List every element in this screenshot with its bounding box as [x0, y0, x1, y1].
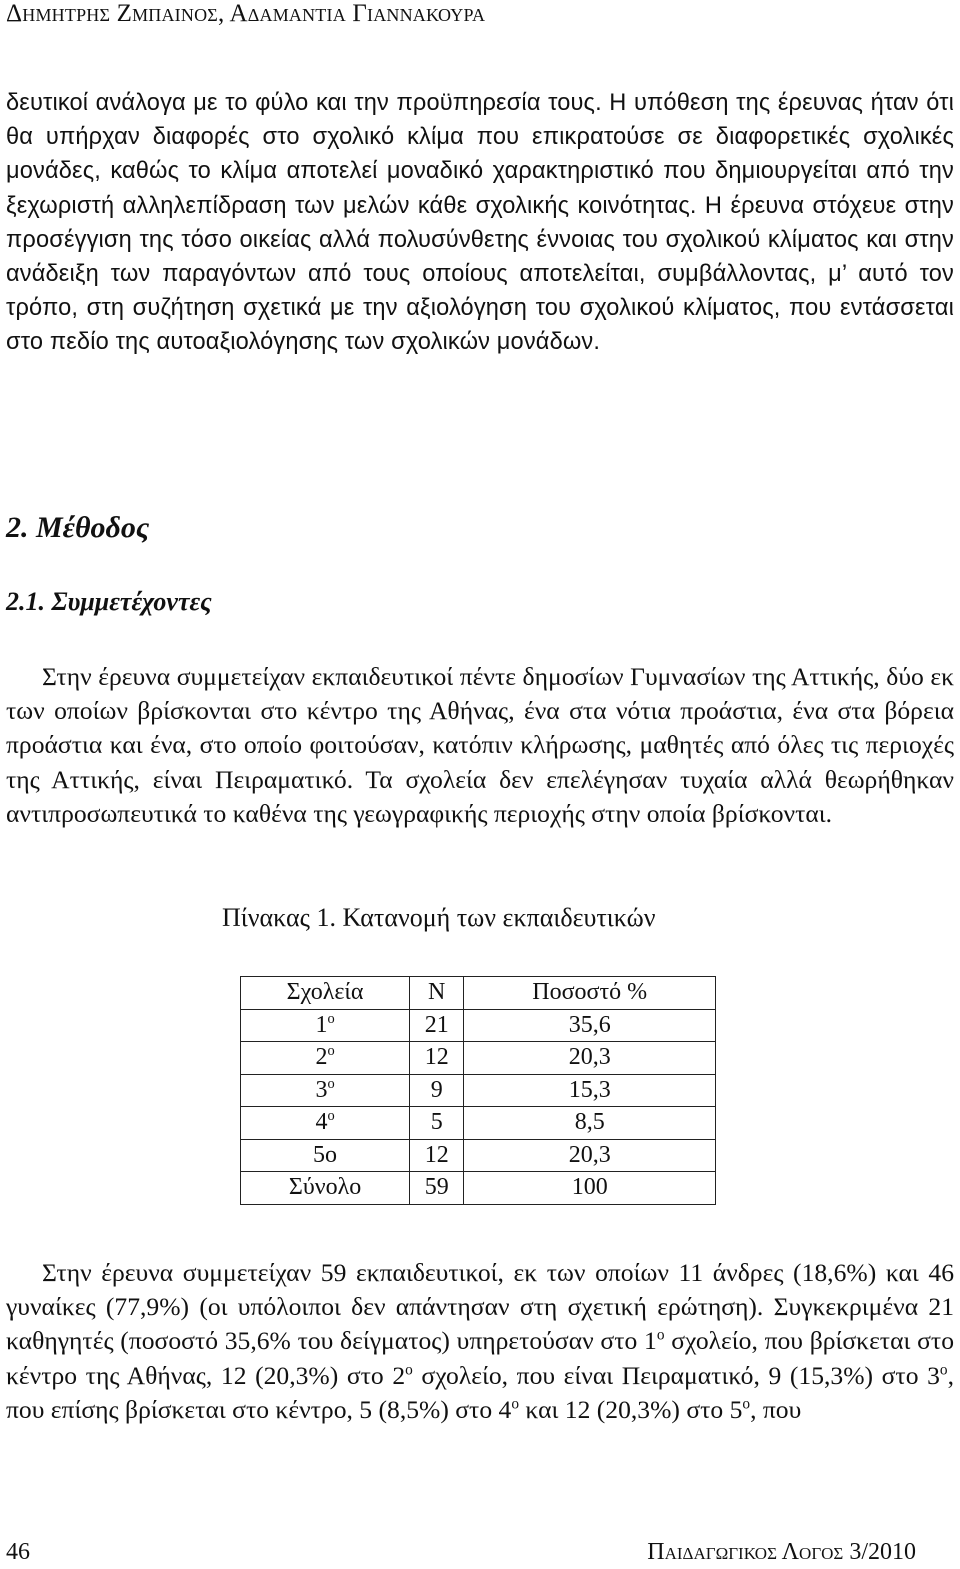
n-cell: 21: [410, 1009, 464, 1042]
percent-cell: 20,3: [464, 1042, 716, 1075]
header-cell-n: Ν: [410, 977, 464, 1010]
running-head: Δημητρης Ζμπαινος, Αδαμαντια Γιαννακουρα: [6, 0, 486, 27]
school-cell: $1^o$: [241, 1009, 410, 1042]
n-cell: 9: [410, 1074, 464, 1107]
n-cell: 12: [410, 1042, 464, 1075]
percent-cell: 35,6: [464, 1009, 716, 1042]
school-cell: $3^o$: [241, 1074, 410, 1107]
table-row: [241, 1042, 716, 1075]
school-cell: 5ο: [241, 1139, 410, 1172]
total-percent-cell: 100: [464, 1172, 716, 1205]
table-row: [241, 1074, 716, 1107]
table-row: [241, 1009, 716, 1042]
table-row: [241, 1107, 716, 1140]
participants-paragraph: Στην έρευνα συμμετείχαν εκπαιδευτικοί πέντε δημοσίων Γυμνασίων της Αττικής, δύο εκ των οποίων βρίσκονται στο κέντρο της Αθήνας, ένα στα νότια προάστια, ένα στα βόρεια προάστια και ένα, στο οποίο φοιτούσαν, κατόπιν κλήρωσης, μαθητές από όλες τις περιοχές της Αττικής, είναι Πειραματικό. Τα σχολεία δεν επελέγησαν τυχαία αλλά θεωρήθηκαν αντιπροσωπευτικά το καθένα της γεωγραφικής περιοχής στην οποία βρίσκονται.: [6, 662, 954, 828]
school-cell: $4^o$: [241, 1107, 410, 1140]
percent-cell: 15,3: [464, 1074, 716, 1107]
total-n-cell: 59: [410, 1172, 464, 1205]
section-heading: 2. Μέθοδος: [6, 511, 150, 544]
school-cell: $2^o$: [241, 1042, 410, 1075]
intro-paragraph: δευτικοί ανάλογα με το φύλο και την προϋπηρεσία τους. Η υπόθεση της έρευνας ήταν ότι θα υπήρχαν διαφορές στο σχολικό κλίμα που επικρατούσε σε διαφορετικές σχολικές μονάδες, καθώς το κλίμα αποτελεί μοναδικό χαρακτηριστικό που δημιουργείται από την ξεχωριστή αλληλεπίδραση των μελών κάθε σχολικής κοινότητας. Η έρευνα στόχευε στην προσέγγιση της τόσο οικείας αλλά πολυσύνθετης έννοιας του σχολικού κλίματος και στην ανάδειξη των παραγόντων από τους οποίους αποτελείται, συμβάλλοντας, μ’ αυτό τον τρόπο, στη συζήτηση σχετικά με την αξιολόγηση του σχολικού κλίματος, που εντάσσεται στο πεδίο της αυτοαξιολόγησης των σχολικών μονάδων.: [6, 90, 954, 356]
percent-cell: 20,3: [464, 1139, 716, 1172]
n-cell: 12: [410, 1139, 464, 1172]
subsection-heading: 2.1. Συμμετέχοντες: [6, 587, 212, 616]
n-cell: 5: [410, 1107, 464, 1140]
header-cell-percent: Ποσοστό %: [464, 977, 716, 1010]
table-total-row: [241, 1172, 716, 1205]
table-header-row: [241, 977, 716, 1010]
table-row: [241, 1139, 716, 1172]
distribution-table: [240, 976, 716, 1205]
total-label-cell: Σύνολο: [241, 1172, 410, 1205]
page-number: 46: [6, 1539, 30, 1565]
header-cell-schools: Σχολεία: [241, 977, 410, 1010]
sample-paragraph: Στην έρευνα συμμετείχαν 59 εκπαιδευτικοί, εκ των οποίων 11 άνδρες (18,6%) και 46 γυναίκες (77,9%) (οι υπόλοιποι δεν απάντησαν στη σχετική ερώτηση). Συγκεκριμένα 21 καθηγητές (ποσοστό 35,6% του δείγματος) υπηρετούσαν στο $1^o$ σχολείο, που βρίσκεται στο κέντρο της Αθήνας, 12 (20,3%) στο $2^o$ σχολείο, που είναι Πειραματικό, 9 (15,3%) στο $3^o$, που επίσης βρίσκεται στο κέντρο, 5 (8,5%) στο $4^o$ και 12 (20,3%) στο $5^o$, που: [6, 1258, 955, 1424]
table-caption: Πίνακας 1. Κατανομή των εκπαιδευτικών: [222, 903, 656, 932]
percent-cell: 8,5: [464, 1107, 716, 1140]
journal-footer: Παιδαγωγικος Λογος 3/2010: [647, 1539, 916, 1565]
